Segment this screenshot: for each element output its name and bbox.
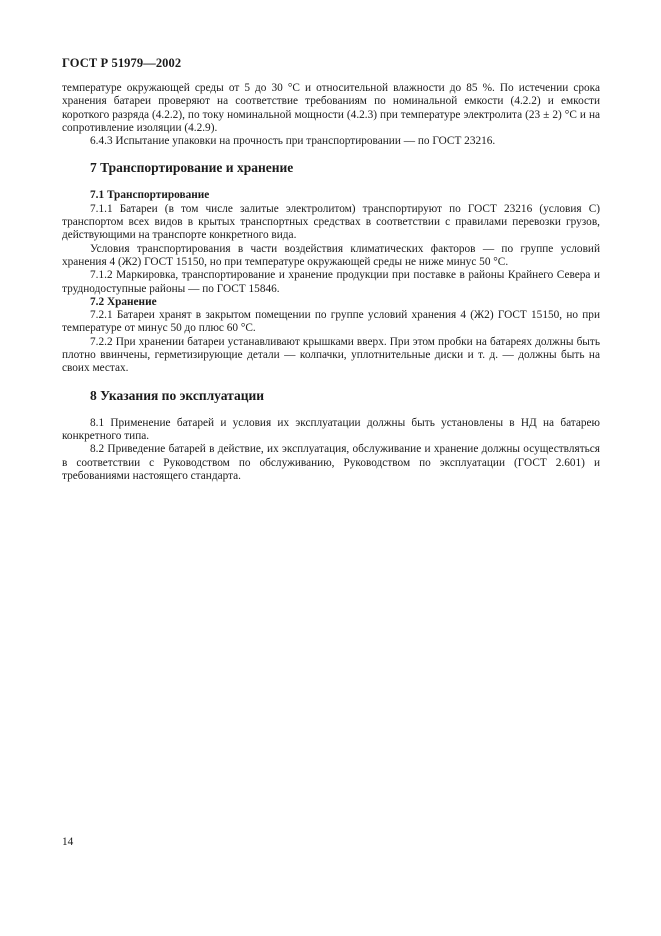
paragraph-7-1-2: 7.1.2 Маркировка, транспортирование и хранение продукции при поставке в районы Крайнего Севера и труднодоступные районы — по ГОСТ 15846. (62, 269, 600, 295)
document-code-header: ГОСТ Р 51979—2002 (62, 56, 182, 70)
section-8-title: 8 Указания по эксплуатации (90, 387, 265, 403)
page-number: 14 (62, 836, 74, 848)
paragraph-6-4-2-continued: температуре окружающей среды от 5 до 30 °С и относительной влажности до 85 %. По истечении срока хранения батареи проверяют на соответствие требованиям по номинальной емкости (4.2.2) и емкости короткого разряда (4.2.2), по току номинальной мощности (4.2.3) при температуре электролита (23 ± 2) °С и на сопротивление изоляции (4.2.9). (62, 82, 600, 134)
paragraph-8-1: 8.1 Применение батарей и условия их эксплуатации должны быть установлены в НД на батарею конкретного типа. (62, 416, 600, 442)
paragraph-7-1-1-climate: Условия транспортирования в части воздействия климатических факторов — по группе условий хранения 4 (Ж2) ГОСТ 15150, но при температуре окружающей среды не ниже минус 50 °С. (62, 242, 600, 268)
paragraph-8-2: 8.2 Приведение батарей в действие, их эксплуатация, обслуживание и хранение должны осуществляться в соответствии с Руководством по обслуживанию, Руководством по эксплуатации (ГОСТ 2.601) и требованиями настоящего стандарта. (62, 443, 600, 482)
subsection-7-1-title: 7.1 Транспортирование (90, 189, 210, 202)
section-7-title: 7 Транспортирование и хранение (90, 160, 294, 176)
paragraph-7-1-1: 7.1.1 Батареи (в том числе залитые электролитом) транспортируют по ГОСТ 23216 (условия С) транспортом всех видов в крытых транспортных средствах в соответствии с правилами перевозки грузов, действующими на транспорте конкретного вида. (62, 202, 600, 242)
subsection-7-2-title: 7.2 Хранение (90, 295, 157, 308)
paragraph-7-2-1: 7.2.1 Батареи хранят в закрытом помещении по группе условий хранения 4 (Ж2) ГОСТ 15150, но при температуре от минус 50 до плюс 60 °С. (62, 309, 600, 335)
paragraph-7-2-2: 7.2.2 При хранении батареи устанавливают крышками вверх. При этом пробки на батареях должны быть плотно ввинчены, герметизирующие детали — колпачки, уплотнительные диски и т. д. — должны быть на своих местах. (62, 335, 600, 375)
document-body (62, 82, 600, 483)
paragraph-6-4-3: 6.4.3 Испытание упаковки на прочность при транспортировании — по ГОСТ 23216. (90, 135, 496, 148)
